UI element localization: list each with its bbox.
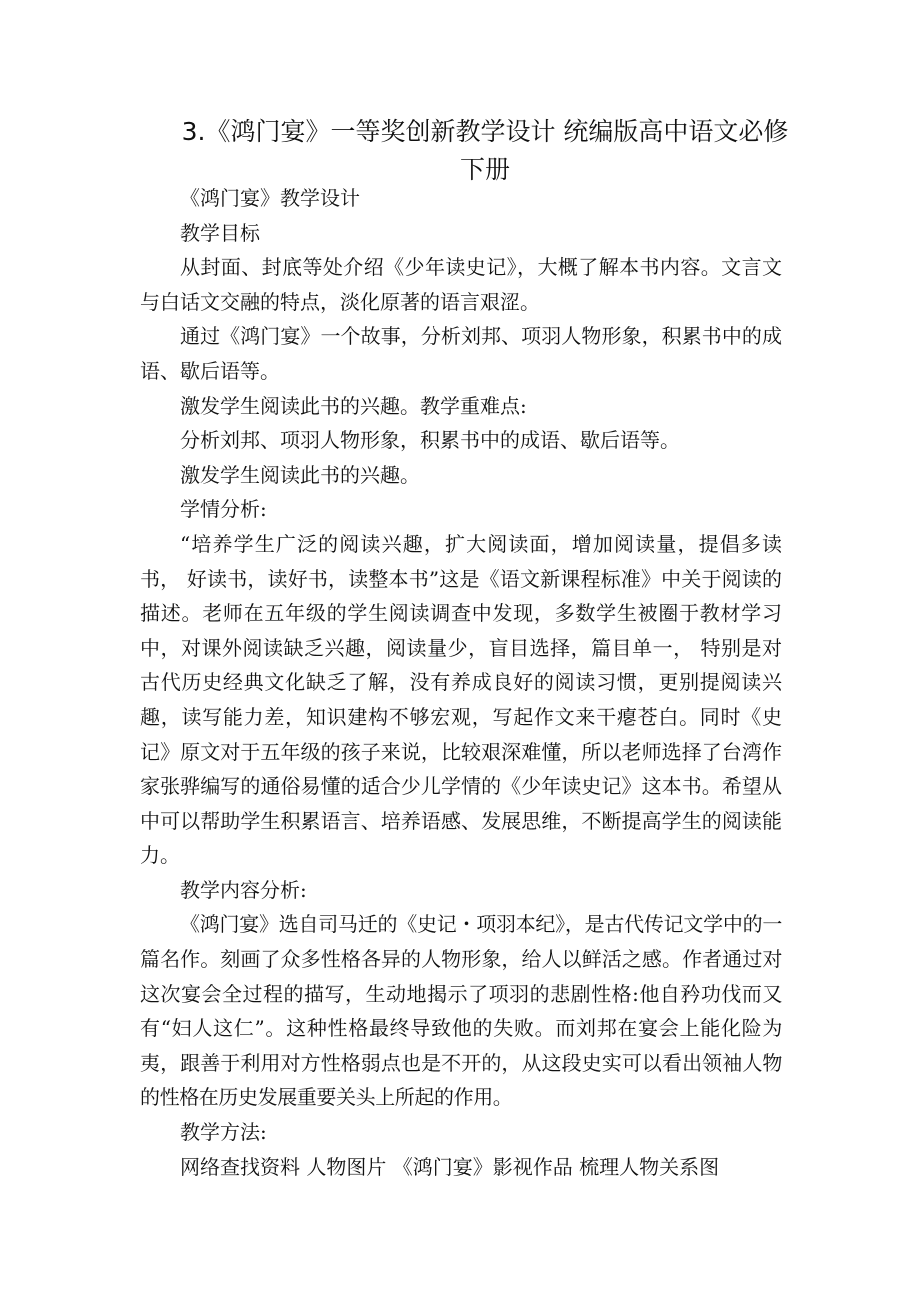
paragraph-design-title: 《鸿门宴》教学设计 bbox=[180, 186, 360, 210]
paragraph-goal-2: 通过《鸿门宴》一个故事，分析刘邦、项羽人物形象，积累书中的成语、歇后语等。 bbox=[140, 324, 782, 383]
paragraph-key-point-2: 激发学生阅读此书的兴趣。 bbox=[180, 462, 420, 487]
heading-teaching-methods: 教学方法: bbox=[180, 1120, 267, 1145]
paragraph-teaching-methods: 网络查找资料 人物图片 《鸿门宴》影视作品 梳理人物关系图 bbox=[180, 1154, 720, 1179]
paragraph-goal-1: 从封面、封底等处介绍《少年读史记》，大概了解本书内容。文言文与白话文交融的特点，淡化原著的语言艰涩。 bbox=[140, 255, 782, 314]
paragraph-key-point-1: 分析刘邦、项羽人物形象，积累书中的成语、歇后语等。 bbox=[180, 428, 680, 453]
heading-teaching-goals: 教学目标 bbox=[180, 220, 260, 245]
title-line-2: 下册 bbox=[459, 155, 510, 184]
title-line-1: 3.《鸿门宴》一等奖创新教学设计 统编版高中语文必修 bbox=[181, 117, 789, 146]
document-body bbox=[140, 181, 782, 1184]
heading-student-analysis: 学情分析: bbox=[180, 497, 267, 522]
heading-content-analysis: 教学内容分析: bbox=[180, 877, 307, 902]
paragraph-goal-3: 激发学生阅读此书的兴趣。教学重难点: bbox=[180, 393, 527, 418]
paragraph-student-analysis: “培养学生广泛的阅读兴趣，扩大阅读面，增加阅读量，提倡多读书， 好读书，读好书，读整本书”这是《语文新课程标准》中关于阅读的描述。老师在五年级的学生阅读调查中发现，多数学生被圈于教材学习中，对课外阅读缺乏兴趣，阅读量少，盲目选择，篇目单一， 特别是对古代历史经典文化缺乏了解，没有养成良好的阅读习惯，更别提阅读兴趣，读写能力差，知识建构不够宏观，写起作文来干瘪苍白。同时《史记》原文对于五年级的孩子来说，比较艰深难懂，所以老师选择了台湾作家张骅编写的通俗易懂的适合少儿学情的《少年读史记》这本书。希望从中可以帮助学生积累语言、培养语感、发展思维，不断提高学生的阅读能力。 bbox=[140, 531, 782, 868]
document-title bbox=[140, 113, 830, 189]
paragraph-content-analysis: 《鸿门宴》选自司马迁的《史记・项羽本纪》，是古代传记文学中的一篇名作。刻画了众多性格各异的人物形象，给人以鲜活之感。作者通过对这次宴会全过程的描写，生动地揭示了项羽的悲剧性格:他自矜功伐而又有“妇人这仁”。这种性格最终导致他的失败。而刘邦在宴会上能化险为夷，跟善于利用对方性格弱点也是不开的，从这段史实可以看出领袖人物的性格在历史发展重要关头上所起的作用。 bbox=[140, 912, 782, 1110]
